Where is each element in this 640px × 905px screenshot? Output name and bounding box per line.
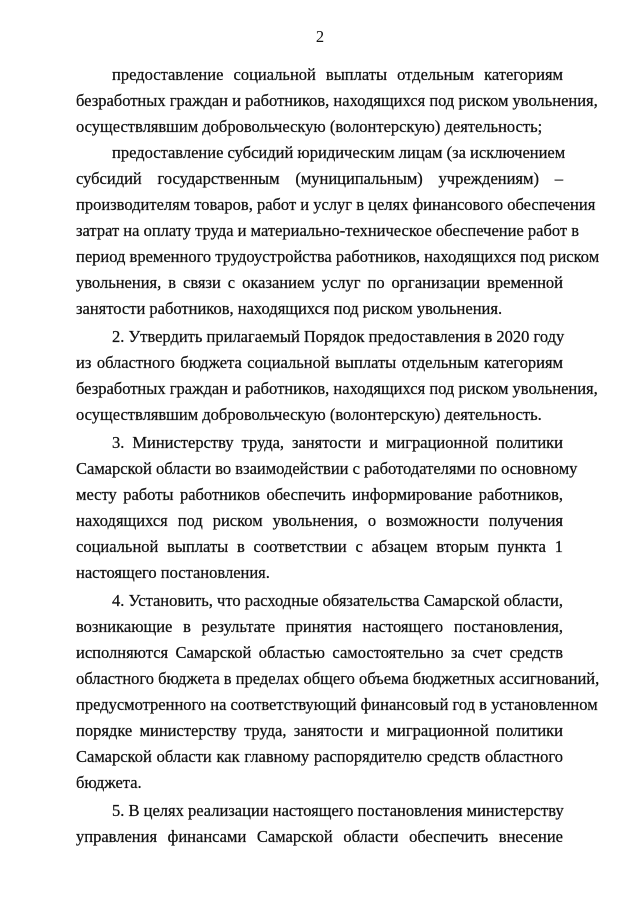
page-number: 2 bbox=[315, 27, 325, 46]
text-line: субсидий государственным (муниципальным) учреждениям) – bbox=[76, 169, 563, 188]
text-line: социальной выплаты в соответствии с абзацем вторым пункта 1 bbox=[76, 537, 563, 556]
text-line: затрат на оплату труда и материально-техническое обеспечение работ в bbox=[76, 221, 580, 240]
text-line: областного бюджета в пределах общего объема бюджетных ассигнований, bbox=[76, 669, 600, 688]
text-line: 5. В целях реализации настоящего постановления министерству bbox=[112, 801, 564, 820]
text-line: 3. Министерству труда, занятости и миграционной политики bbox=[112, 433, 563, 452]
text-line: исполняются Самарской областью самостоятельно за счет средств bbox=[76, 643, 563, 662]
text-line: занятости работников, находящихся под риском увольнения. bbox=[76, 299, 503, 318]
text-line: предоставление социальной выплаты отдельным категориям bbox=[112, 65, 563, 84]
text-line: возникающие в результате принятия настоящего постановления, bbox=[76, 617, 563, 636]
paragraph-item-4 bbox=[76, 588, 600, 796]
text-line: 4. Установить, что расходные обязательства Самарской области, bbox=[112, 591, 563, 610]
paragraph-1 bbox=[76, 62, 598, 140]
text-line: настоящего постановления. bbox=[76, 563, 270, 582]
text-line: порядке министерству труда, занятости и миграционной политики bbox=[76, 721, 563, 740]
text-line: предоставление субсидий юридическим лицам (за исключением bbox=[112, 143, 566, 162]
text-line: бюджета. bbox=[76, 773, 142, 792]
text-line: 2. Утвердить прилагаемый Порядок предоставления в 2020 году bbox=[112, 327, 565, 346]
paragraph-item-2 bbox=[76, 324, 598, 428]
text-line: осуществлявшим добровольческую (волонтерскую) деятельность; bbox=[76, 117, 543, 136]
text-line: Самарской области как главному распорядителю средств областного bbox=[76, 747, 563, 766]
paragraph-item-3 bbox=[76, 430, 578, 586]
text-line: из областного бюджета социальной выплаты отдельным категориям bbox=[76, 353, 563, 372]
text-line: период временного трудоустройства работников, находящихся под риском bbox=[76, 247, 600, 266]
text-line: безработных граждан и работников, находящихся под риском увольнения, bbox=[76, 91, 598, 110]
text-line: предусмотренного на соответствующий финансовый год в установленном bbox=[76, 695, 598, 714]
paragraph-2 bbox=[76, 140, 600, 322]
text-line: управления финансами Самарской области обеспечить внесение bbox=[76, 827, 563, 846]
text-line: Самарской области во взаимодействии с работодателями по основному bbox=[76, 459, 578, 478]
text-line: находящихся под риском увольнения, о возможности получения bbox=[76, 511, 563, 530]
text-line: безработных граждан и работников, находящихся под риском увольнения, bbox=[76, 379, 598, 398]
paragraph-item-5 bbox=[76, 798, 563, 850]
text-line: осуществлявшим добровольческую (волонтерскую) деятельность. bbox=[76, 405, 542, 424]
text-line: месту работы работников обеспечить информирование работников, bbox=[76, 485, 563, 504]
text-line: увольнения, в связи с оказанием услуг по организации временной bbox=[76, 273, 563, 292]
document-body bbox=[76, 62, 600, 850]
text-line: производителям товаров, работ и услуг в целях финансового обеспечения bbox=[76, 195, 596, 214]
